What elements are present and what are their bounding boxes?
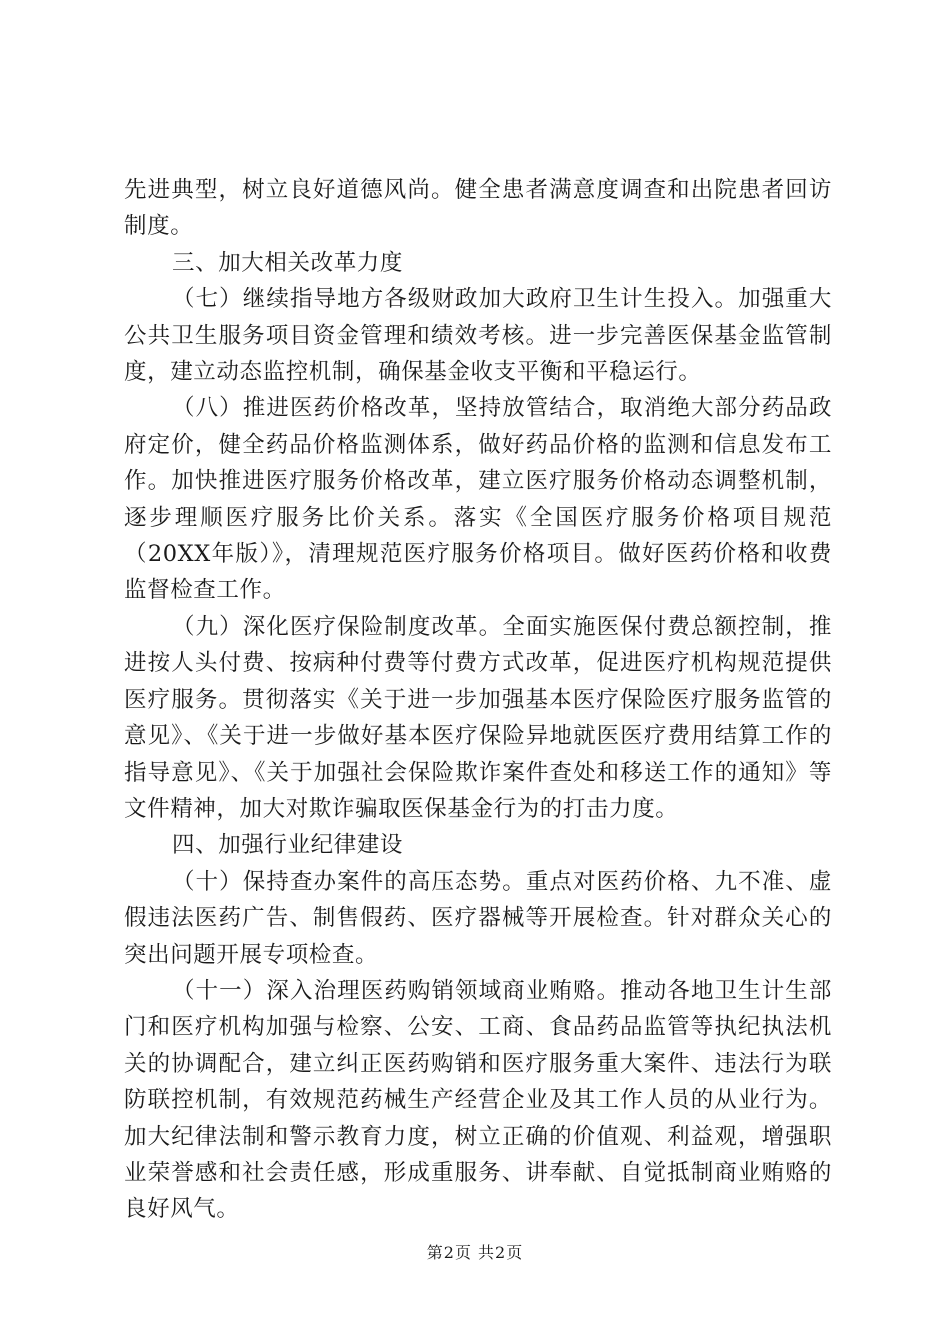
paragraph-9: （九）深化医疗保险制度改革。全面实施医保付费总额控制，推进按人头付费、按病种付费等付费方式改革，促进医疗机构规范提供医疗服务。贯彻落实《关于进一步加强基本医疗保险医疗服务监管的意见》、《关于进一步做好基本医疗保险异地就医医疗费用结算工作的指导意见》、《关于加强社会保险欺诈案件查处和移送工作的通知》等文件精神，加大对欺诈骗取医保基金行为的打击力度。 xyxy=(124,613,832,822)
page-number-footer: 第2页 共2页 xyxy=(426,1243,524,1262)
paragraph-10: （十）保持查办案件的高压态势。重点对医药价格、九不准、虚假违法医药广告、制售假药、医疗器械等开展检查。针对群众关心的突出问题开展专项检查。 xyxy=(124,868,832,968)
paragraph-7: （七）继续指导地方各级财政加大政府卫生计生投入。加强重大公共卫生服务项目资金管理和绩效考核。进一步完善医保基金监管制度，建立动态监控机制，确保基金收支平衡和平稳运行。 xyxy=(124,286,832,386)
paragraph-11: （十一）深入治理医药购销领域商业贿赂。推动各地卫生计生部门和医疗机构加强与检察、公安、工商、食品药品监管等执纪执法机关的协调配合，建立纠正医药购销和医疗服务重大案件、违法行为联防联控机制，有效规范药械生产经营企业及其工作人员的从业行为。加大纪律法制和警示教育力度，树立正确的价值观、利益观，增强职业荣誉感和社会责任感，形成重服务、讲奉献、自觉抵制商业贿赂的良好风气。 xyxy=(124,977,832,1223)
paragraph-8: （八）推进医药价格改革，坚持放管结合，取消绝大部分药品政府定价，健全药品价格监测体系，做好药品价格的监测和信息发布工作。加快推进医疗服务价格改革，建立医疗服务价格动态调整机制，逐步理顺医疗服务比价关系。落实《全国医疗服务价格项目规范（20XX年版）》，清理规范医疗服务价格项目。做好医药价格和收费监督检查工作。 xyxy=(124,395,832,604)
document-body xyxy=(124,172,832,1228)
continuation-paragraph: 先进典型，树立良好道德风尚。健全患者满意度调查和出院患者回访制度。 xyxy=(124,177,832,240)
section-heading-3: 三、加大相关改革力度 xyxy=(172,249,404,276)
section-heading-4: 四、加强行业纪律建设 xyxy=(172,832,404,859)
